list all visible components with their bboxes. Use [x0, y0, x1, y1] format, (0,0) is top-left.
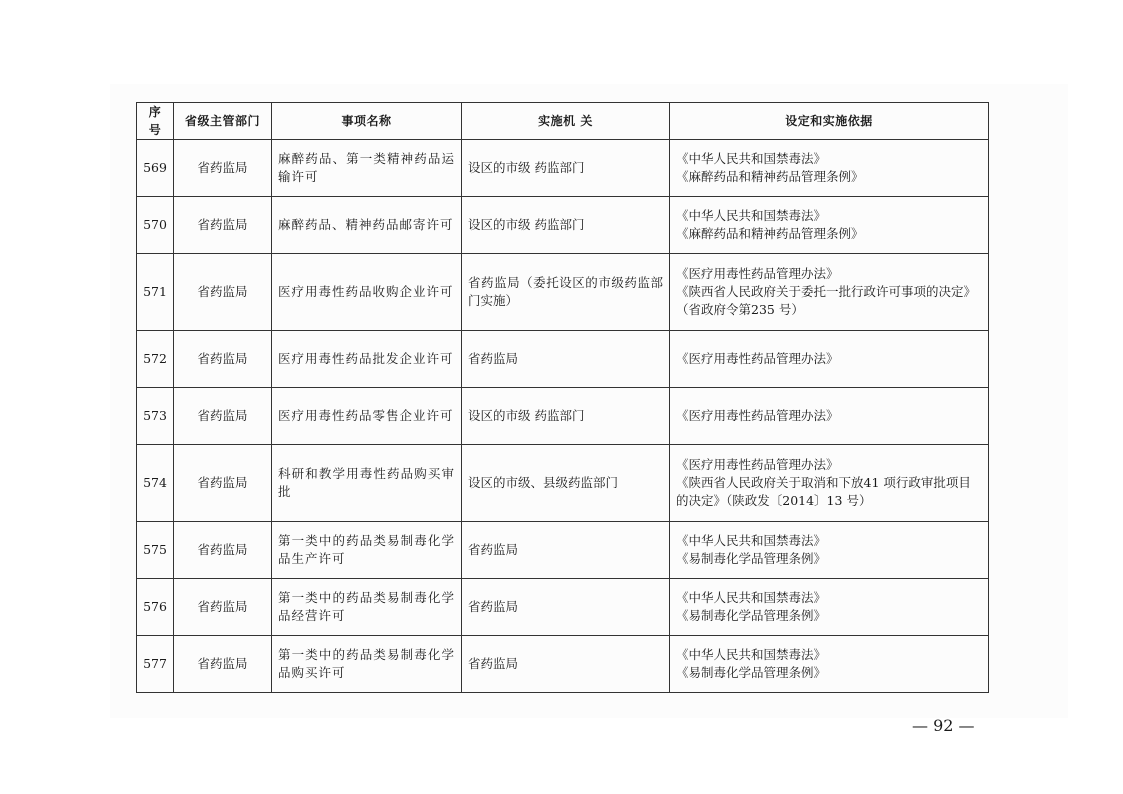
row-agency: 设区的市级 药监部门: [462, 197, 670, 254]
row-basis: [670, 140, 989, 197]
row-basis: [670, 388, 989, 445]
row-item-name: 第一类中的药品类易制毒化学品生产许可: [272, 522, 462, 579]
row-agency: 省药监局（委托设区的市级药监部门实施）: [462, 254, 670, 331]
row-item-name: 第一类中的药品类易制毒化学品经营许可: [272, 579, 462, 636]
row-basis: [670, 331, 989, 388]
row-basis: [670, 636, 989, 693]
basis-line: 《医疗用毒性药品管理办法》: [676, 266, 839, 281]
row-agency: 设区的市级 药监部门: [462, 140, 670, 197]
basis-line: 《易制毒化学品管理条例》: [676, 551, 827, 566]
table-row: [137, 445, 989, 522]
row-agency: 设区的市级 药监部门: [462, 388, 670, 445]
basis-line: 《中华人民共和国禁毒法》: [676, 208, 827, 223]
row-agency: 省药监局: [462, 636, 670, 693]
row-department: 省药监局: [174, 522, 272, 579]
row-serial: 569: [137, 140, 174, 197]
table-row: [137, 254, 989, 331]
row-department: 省药监局: [174, 254, 272, 331]
basis-line: 《麻醉药品和精神药品管理条例》: [676, 169, 864, 184]
basis-line: 《陕西省人民政府关于取消和下放41 项行政审批项目的决定》（陕政发〔2014〕13 号）: [676, 475, 971, 508]
row-agency: 设区的市级、县级药监部门: [462, 445, 670, 522]
table-row: [137, 331, 989, 388]
row-department: 省药监局: [174, 445, 272, 522]
row-item-name: 医疗用毒性药品批发企业许可: [272, 331, 462, 388]
row-agency: 省药监局: [462, 579, 670, 636]
basis-line: 《医疗用毒性药品管理办法》: [676, 408, 839, 423]
table-row: [137, 522, 989, 579]
row-serial: 577: [137, 636, 174, 693]
row-item-name: 医疗用毒性药品收购企业许可: [272, 254, 462, 331]
basis-line: 《医疗用毒性药品管理办法》: [676, 351, 839, 366]
header-agency: 实施机 关: [462, 103, 670, 140]
basis-line: 《易制毒化学品管理条例》: [676, 665, 827, 680]
header-serial: 序号: [137, 103, 174, 140]
table-row: [137, 388, 989, 445]
row-agency: 省药监局: [462, 522, 670, 579]
basis-line: 《中华人民共和国禁毒法》: [676, 533, 827, 548]
row-serial: 570: [137, 197, 174, 254]
row-item-name: 麻醉药品、第一类精神药品运输许可: [272, 140, 462, 197]
row-department: 省药监局: [174, 197, 272, 254]
row-basis: [670, 522, 989, 579]
table-row: [137, 140, 989, 197]
row-serial: 574: [137, 445, 174, 522]
basis-line: 《中华人民共和国禁毒法》: [676, 151, 827, 166]
basis-line: 《中华人民共和国禁毒法》: [676, 647, 827, 662]
table-row: [137, 197, 989, 254]
header-item-name: 事项名称: [272, 103, 462, 140]
row-serial: 576: [137, 579, 174, 636]
row-serial: 573: [137, 388, 174, 445]
row-department: 省药监局: [174, 331, 272, 388]
header-department: 省级主管部门: [174, 103, 272, 140]
row-item-name: 医疗用毒性药品零售企业许可: [272, 388, 462, 445]
row-serial: 575: [137, 522, 174, 579]
row-basis: [670, 445, 989, 522]
row-serial: 571: [137, 254, 174, 331]
permit-table: [136, 102, 989, 693]
row-serial: 572: [137, 331, 174, 388]
basis-line: 《中华人民共和国禁毒法》: [676, 590, 827, 605]
row-agency: 省药监局: [462, 331, 670, 388]
page-number: — 92 —: [912, 716, 975, 735]
basis-line: 《易制毒化学品管理条例》: [676, 608, 827, 623]
row-department: 省药监局: [174, 636, 272, 693]
basis-line: 《麻醉药品和精神药品管理条例》: [676, 226, 864, 241]
row-department: 省药监局: [174, 388, 272, 445]
row-department: 省药监局: [174, 140, 272, 197]
table-header-row: [137, 103, 989, 140]
table-row: [137, 579, 989, 636]
row-item-name: 第一类中的药品类易制毒化学品购买许可: [272, 636, 462, 693]
table-body: [137, 140, 989, 693]
basis-line: 《医疗用毒性药品管理办法》: [676, 457, 839, 472]
header-basis: 设定和实施依据: [670, 103, 989, 140]
row-department: 省药监局: [174, 579, 272, 636]
row-item-name: 科研和教学用毒性药品购买审批: [272, 445, 462, 522]
basis-line: 《陕西省人民政府关于委托一批行政许可事项的决定》（省政府令第235 号）: [676, 284, 977, 317]
row-basis: [670, 254, 989, 331]
table-row: [137, 636, 989, 693]
row-basis: [670, 579, 989, 636]
row-item-name: 麻醉药品、精神药品邮寄许可: [272, 197, 462, 254]
row-basis: [670, 197, 989, 254]
